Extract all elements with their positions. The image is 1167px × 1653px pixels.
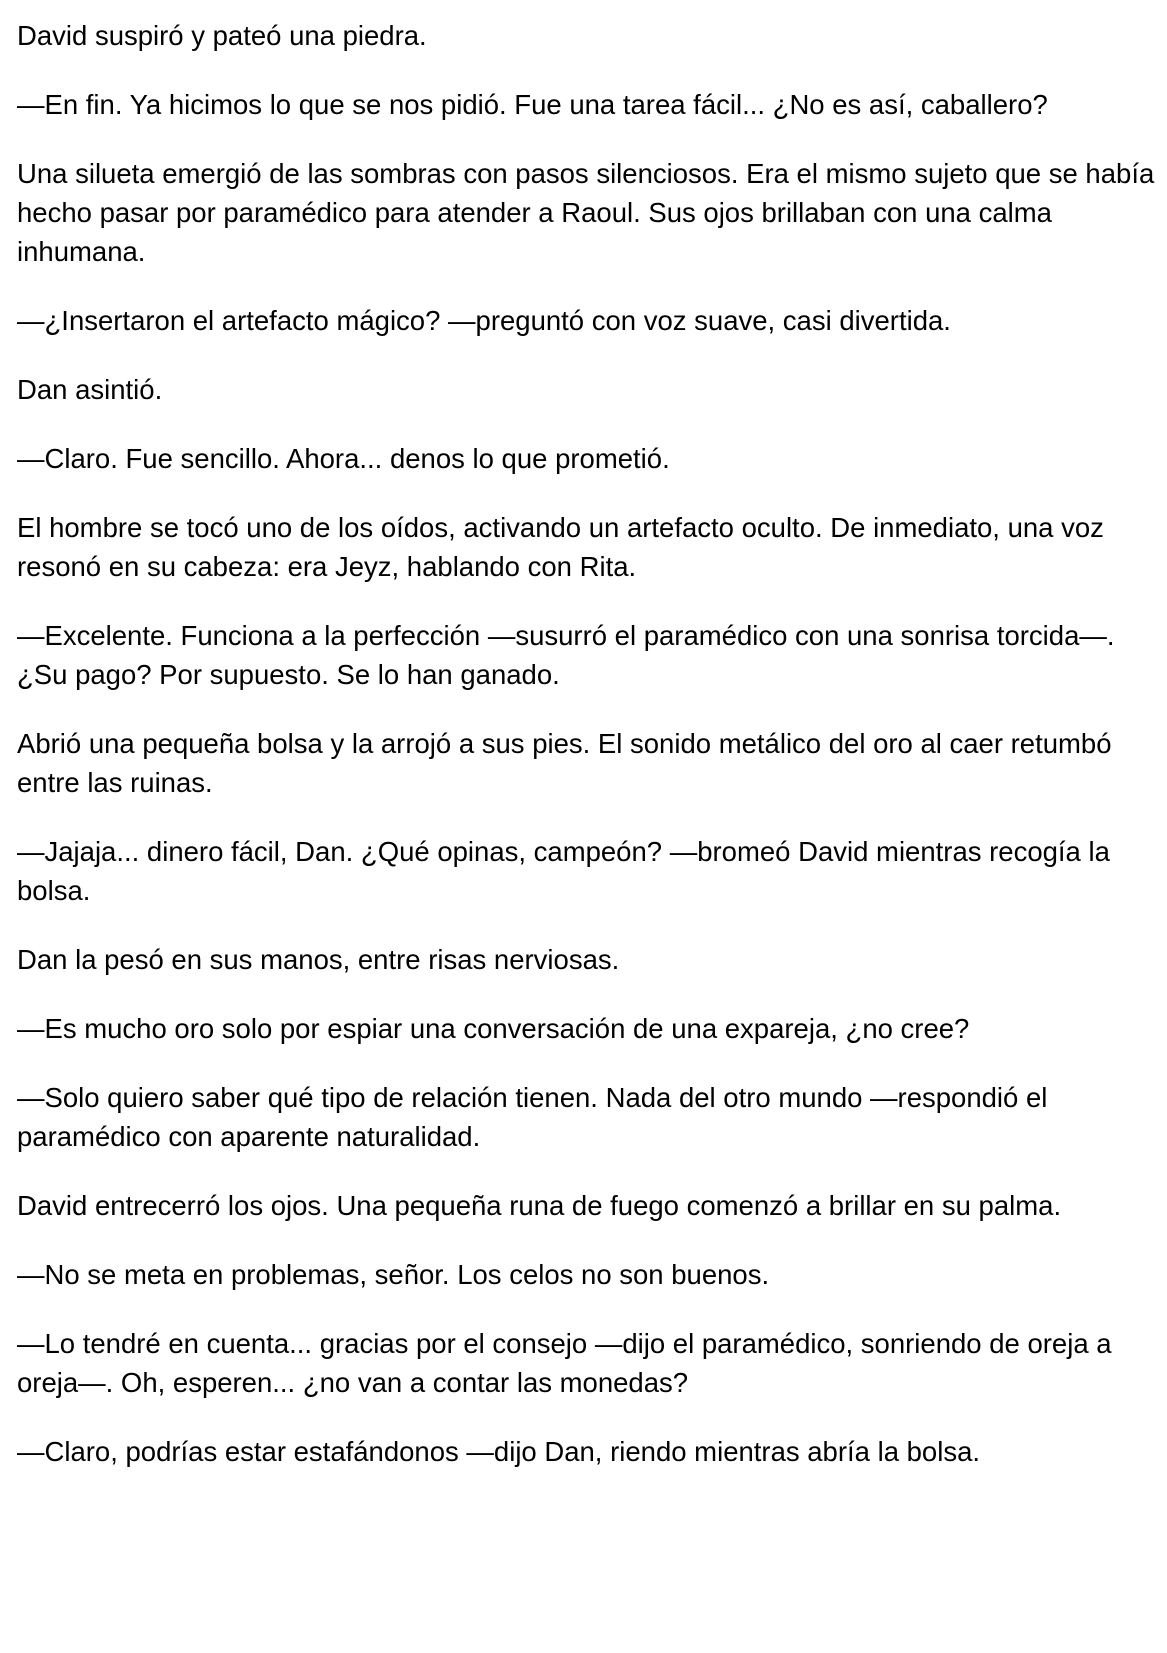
paragraph: —Claro. Fue sencillo. Ahora... denos lo que prometió. [17,443,670,474]
paragraph: —No se meta en problemas, señor. Los celos no son buenos. [17,1259,770,1290]
paragraph: David suspiró y pateó una piedra. [17,20,427,51]
paragraph: Una silueta emergió de las sombras con pasos silenciosos. Era el mismo sujeto que se había hecho pasar por paramédico para atender a Raoul. Sus ojos brillaban con una calma inhumana. [17,158,1155,267]
paragraph: Dan la pesó en sus manos, entre risas nerviosas. [17,944,620,975]
paragraph: —Jajaja... dinero fácil, Dan. ¿Qué opinas, campeón? —bromeó David mientras recogía la bolsa. [17,836,1110,906]
paragraph: El hombre se tocó uno de los oídos, activando un artefacto oculto. De inmediato, una voz resonó en su cabeza: era Jeyz, hablando con Rita. [17,512,1104,582]
paragraph: —Lo tendré en cuenta... gracias por el consejo —dijo el paramédico, sonriendo de oreja a oreja—. Oh, esperen... ¿no van a contar las monedas? [17,1328,1112,1398]
paragraph: —Claro, podrías estar estafándonos —dijo Dan, riendo mientras abría la bolsa. [17,1436,981,1467]
paragraph: David entrecerró los ojos. Una pequeña runa de fuego comenzó a brillar en su palma. [17,1190,1062,1221]
paragraph: —Excelente. Funciona a la perfección —susurró el paramédico con una sonrisa torcida—. ¿Su pago? Por supuesto. Se lo han ganado. [17,620,1115,690]
paragraph: —En fin. Ya hicimos lo que se nos pidió. Fue una tarea fácil... ¿No es así, caballero? [17,89,1048,120]
paragraph: Abrió una pequeña bolsa y la arrojó a sus pies. El sonido metálico del oro al caer retumbó entre las ruinas. [17,728,1112,798]
document-body [17,16,1157,1501]
paragraph: —¿Insertaron el artefacto mágico? —preguntó con voz suave, casi divertida. [17,305,951,336]
paragraph: —Es mucho oro solo por espiar una conversación de una expareja, ¿no cree? [17,1013,970,1044]
paragraph: —Solo quiero saber qué tipo de relación tienen. Nada del otro mundo —respondió el paramédico con aparente naturalidad. [17,1082,1048,1152]
paragraph: Dan asintió. [17,374,163,405]
